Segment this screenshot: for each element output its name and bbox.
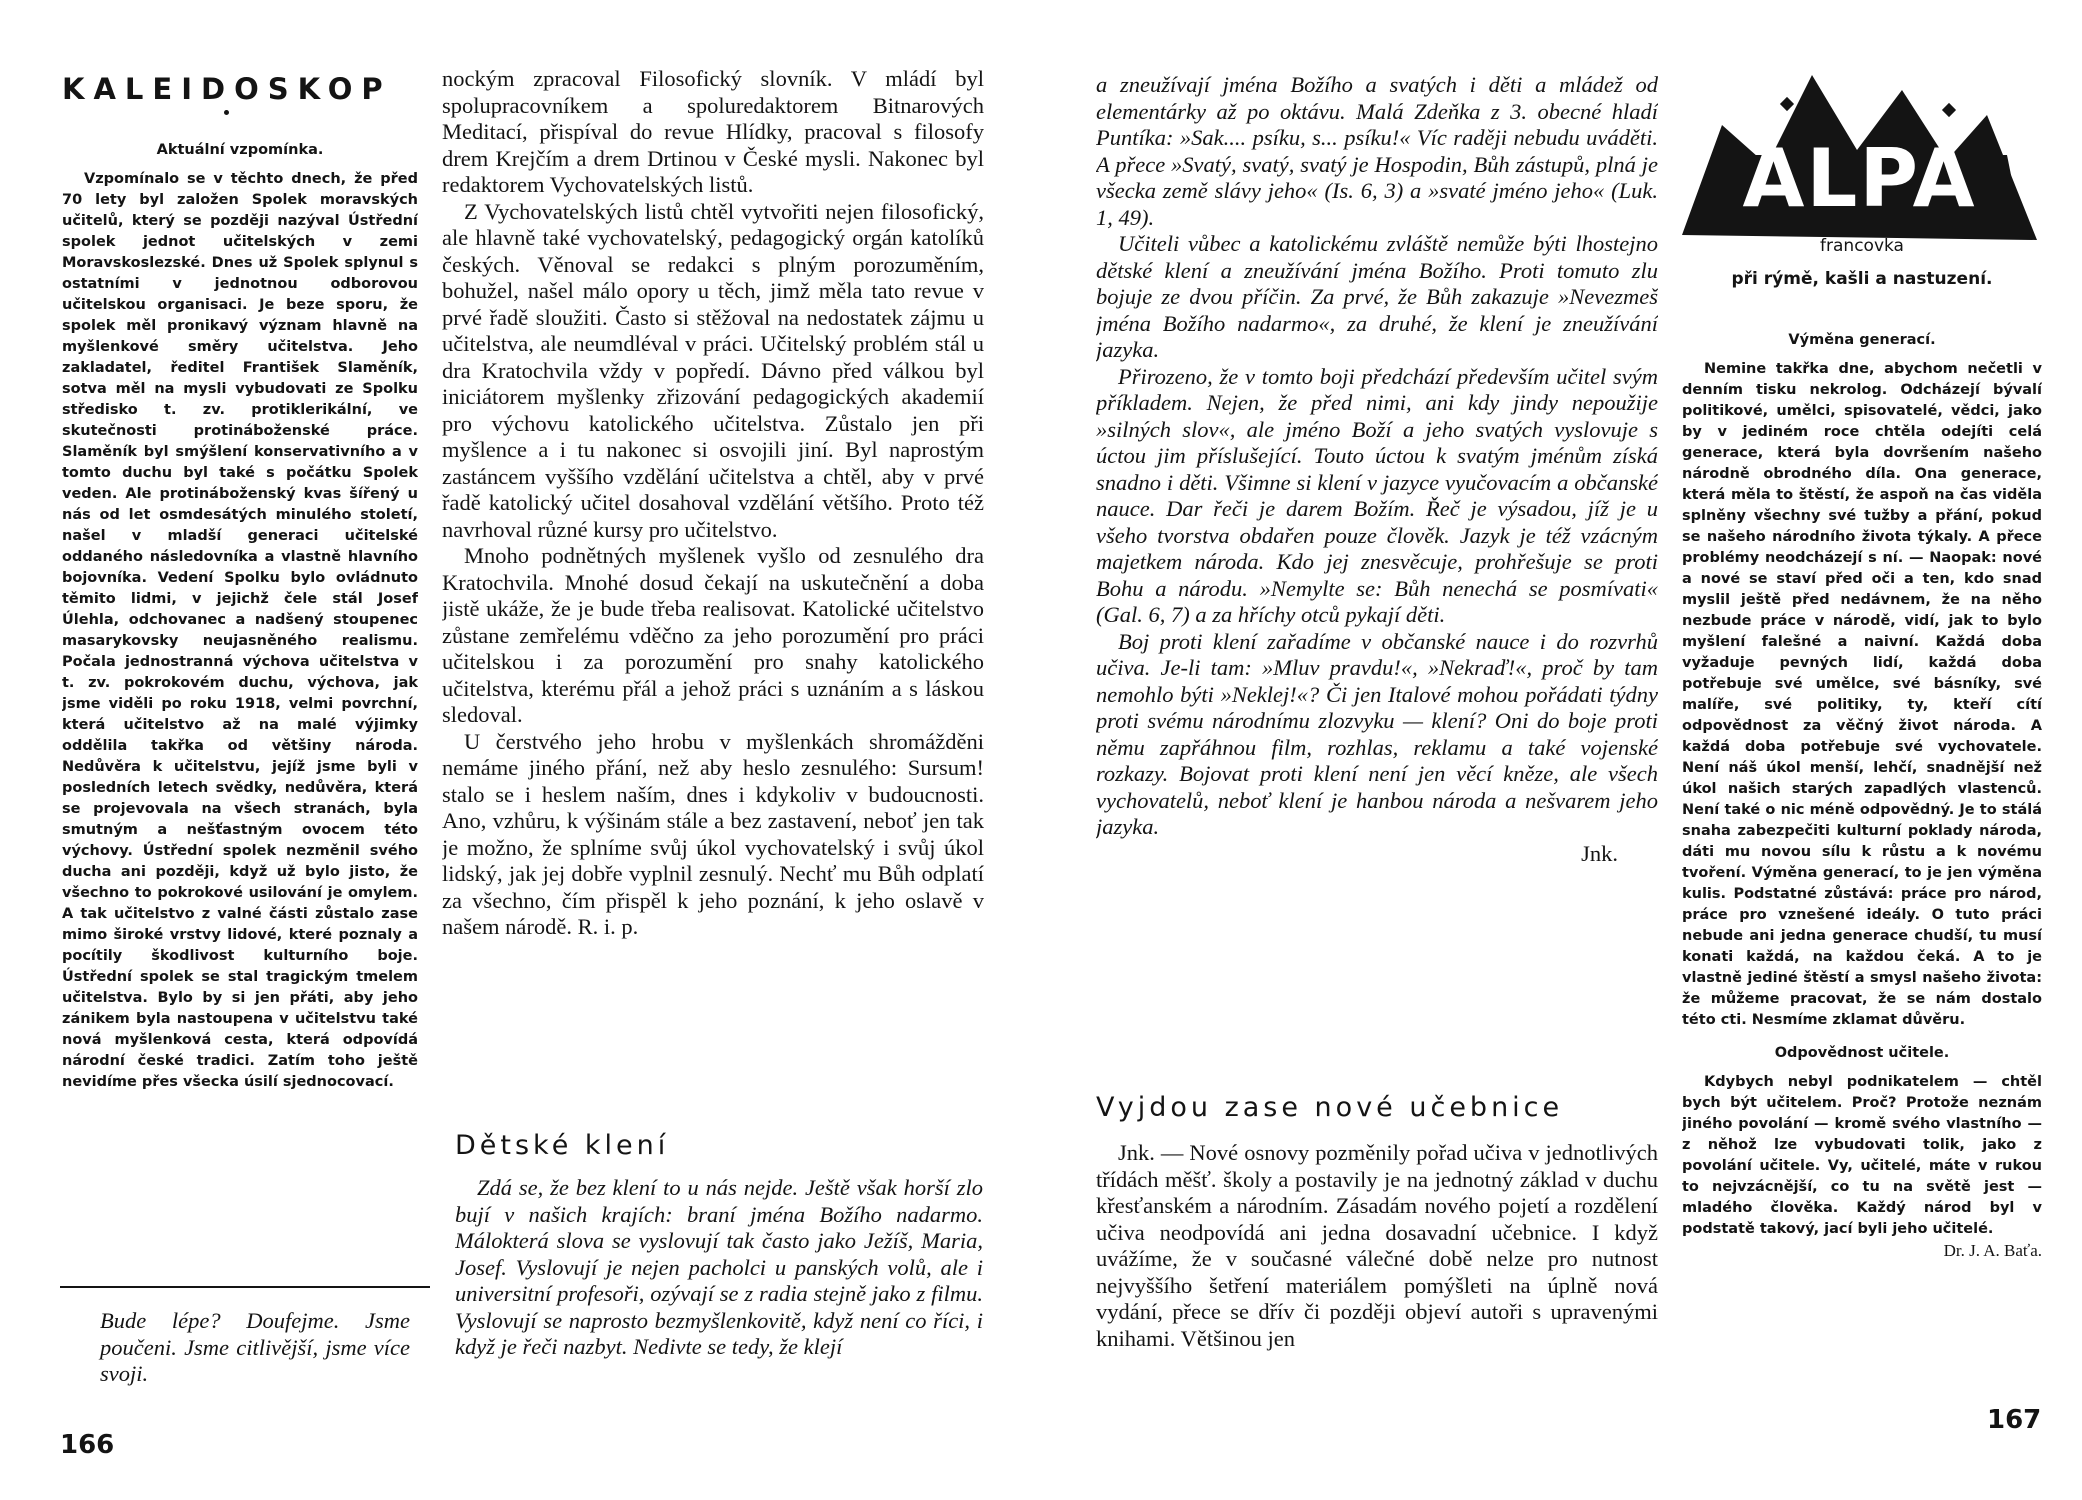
left-page — [0, 0, 1040, 1500]
subheading-odpovednost-ucitele: Odpovědnost učitele. — [1774, 1045, 1950, 1061]
signature-jnk: Jnk. — [1581, 840, 1618, 866]
paragraph: Zdá se, že bez klení to u nás nejde. Ještě však horší zlo bují v našich krajích: braní jména Božího nadarmo. Málokterá slova se vyslovují tak často jako Ježíš, Maria, Josef. Vyslovují je nejen pacholci u panských volů, ale i universitní profesoři, ozývají se z radia stejně jako z filmu. Vyslovují se naprosto bezmyšlenkovitě, když není co říci, i když je řeči nazbyt. Nedivte se tedy, že klejí — [455, 1175, 983, 1359]
column-kleni-continued — [1096, 72, 1658, 1077]
article-detske-kleni — [455, 1175, 983, 1415]
ornament-dot-icon — [224, 110, 229, 115]
paragraph: a zneužívají jména Božího a svatých i děti a mládež od elementárky až po oktávu. Malá Zdeňka z 3. obecné hladí Puntíka: »Sak.... psíku, s... psíku!« Víc raději nebudu uváděti. A přece »Svatý, svatý, svatý je Hospodin, Bůh zástupů, plná je všecka země slávy jeho« (Is. 6, 3) a »svaté jméno jeho« (Luk. 1, 49). — [1096, 72, 1658, 230]
heading-detske-kleni: Dětské klení — [455, 1130, 670, 1161]
divider-line — [60, 1286, 430, 1288]
signature-bata: Dr. J. A. Baťa. — [1943, 1241, 2042, 1260]
paragraph: Jnk. — Nové osnovy pozměnily pořad učiva v jednotlivých třídách měšť. školy a postavily je na jednotný základ v duchu křesťanském a národním. Zásadám nového pojetí a rozdělení učiva neodpovídá ani jedna dosavadní učebnice. I když uvážíme, že v současné válečné době nelze pro nutnost nejvyššího šetření materiálem pomýšleti na úplně nová vydání, přece se dřív či později objeví autoři s upravenými knihami. Většinou jen — [1096, 1140, 1658, 1351]
alpa-logo — [1682, 55, 2037, 260]
paragraph: Mnoho podnětných myšlenek vyšlo od zesnulého dra Kratochvila. Mnohé dosud čekají na uskutečnění a doba jistě ukáže, že je bude třeba realisovat. Katolické učitelstvo zůstane zemřelému vděčno za jeho porozumění pro práci učitelskou i za porozumění pro snahy katolického učitelstva, kterému přál a jehož práci s uznáním a s láskou sledoval. — [442, 543, 984, 727]
paragraph: Nemine takřka dne, abychom nečetli v denním tisku nekrolog. Odcházejí bývalí politikové, umělci, spisovatelé, vědci, jako by v jediném roce chtěla odejíti celá generace, která byla dovršením našeho národně obrodného díla. Ona generace, která měla to štěstí, že aspoň na čas viděla splněny všechny své tužby a přání, pokud se našeho národního života týkaly. A přece problémy neodcházejí s ní. — Naopak: nové a nové se staví před oči a ten, kdo snad myslil ještě před nedávnem, že na něho nezbude práce v národě, vidí, jak to bylo myšlení falešné a naivní. Každá doba vyžaduje pevných lidí, každá doba potřebuje své umělce, své básníky, své malíře, své politiky, ty, kteří cítí odpovědnost za věčný život národa. A každá doba potřebuje své vychovatele. Není náš úkol menší, lehčí, snadnější než úkol našich starých zapadlých vlastenců. Není také o nic méně odpovědný. Je to stálá snaha zabezpečiti kulturní poklady národa, dáti mu novou sílu k růstu a k novému tvoření. Výměna generací, to je jen výměna kulis. Podstatné zůstává: práce pro národ, práce pro vznešené ideály. O tuto práci nebude ani jedna generace chudší, tu musí konati každá, na každou čeká. A to je vlastně jediné štěstí a smysl našeho života: že můžeme pracovat, že se nám dostalo této cti. Nesmíme zklamat důvěru. — [1682, 361, 2042, 1028]
ad-product: francovka — [1820, 236, 1904, 256]
ad-tagline: při rýmě, kašli a nastuzení. — [1731, 269, 1993, 289]
page-number-left: 166 — [60, 1430, 115, 1460]
paragraph: Boj proti klení zařadíme v občanské nauce i do rozvrhů učiva. Je-li tam: »Mluv pravdu!«, »Nekraď!«, proč by tam nemohlo býti »Neklej!«? Či jen Italové mohou pořádati týdny proti svému národnímu zlozvyku — klení? Oni do boje proti němu zapřáhnou film, rozhlas, reklamu a také vojenské rozkazy. Bojovat proti klení není jen věcí kněze, ale všech vychovatelů, neboť klení je hanbou národa a nešvarem jeho jazyka. — [1096, 628, 1658, 839]
column-kratochvil — [442, 66, 984, 1056]
subheading-aktualni-vzpominka: Aktuální vzpomínka. — [156, 142, 324, 158]
paragraph: Kdybych nebyl podnikatelem — chtěl bych být učitelem. Proč? Protože neznám jiného povolání — kromě svého vlastního — z něhož lze vybudovati tolik, jako z povolání učitele. Vy, učitelé, máte v rukou to nejvzácnější, co tu na světě jest — mladého člověka. Každý národ byl v podstatě takový, jací byli jeho učitelé. — [1682, 1074, 2042, 1237]
ad-brand: ALPA — [1742, 132, 1977, 225]
heading-vyjdou-zase-nove-ucebnice: Vyjdou zase nové učebnice — [1096, 1092, 1564, 1123]
column-vymena-generaci — [1682, 330, 2042, 1380]
paragraph: U čerstvého jeho hrobu v myšlenkách shromážděni nemáme jiného přání, než aby heslo zesnulého: Sursum! stalo se i heslem naším, dnes i kdykoliv v budoucnosti. Ano, vzhůru, k výšinám stále a bez zastavení, neboť jen tak je možno, že splníme svůj úkol vychovatelský i svůj úkol lidský, jak jej dobře vyplnil zesnulý. Nechť mu Bůh odplatí za všechno, čím přispěl k jeho poznání, k jeho oslavě v našem národě. R. i. p. — [442, 728, 984, 939]
article-ucebnice — [1096, 1140, 1658, 1380]
masthead: KALEIDOSKOP — [62, 72, 392, 106]
closing-note: Bude lépe? Doufejme. Jsme poučeni. Jsme citlivější, jsme více svoji. — [100, 1308, 410, 1386]
paragraph: Učiteli vůbec a katolickému zvláště nemůže býti lhostejno dětské klení a zneužívání jména Božího. Proti tomuto zlu bojuje ze dvou příčin. Za prvé, že Bůh zakazuje »Nevezmeš jména Božího nadarmo«, za druhé, že klení je zneužívání jazyka. — [1096, 231, 1658, 362]
paragraph: Z Vychovatelských listů chtěl vytvořiti nejen filosofický, ale hlavně také vychovatelský, pedagogický orgán katolíků českých. Věnoval se redakci s plným porozuměním, bohužel, našel málo opory u těch, jimž měla tato revue v prvé řadě sloužiti. Často si stěžoval na nedostatek zájmu u učitelstva, ale neumdléval v práci. Učitelský problém stál u dra Kratochvila vždy v popředí. Dávno před válkou byl iniciátorem myšlenky zřizování pedagogických akademií pro výchovu katolického učitelstva. Zůstalo jen při myšlence a i tu nakonec si osvojili jiní. Byl naprostým zastáncem vyššího vzdělání učitelstva a chtěl, aby v prvé řadě katolický učitel dosahoval vzdělání většího. Proto též navrhoval různé kursy pro učitelstvo. — [442, 198, 984, 542]
subheading-vymena-generaci: Výměna generací. — [1788, 332, 1936, 348]
page-number-right: 167 — [1987, 1405, 2042, 1435]
article-body-vzpominka: Vzpomínalo se v těchto dnech, že před 70 lety byl založen Spolek moravských učitelů, který se později nazýval Ústřední spolek jednot učitelských v zemi Moravskoslezské. Dnes už Spolek splynul s ostatními v jednotnou odborovou učitelskou organisaci. Je beze sporu, že spolek měl pronikavý význam hlavně na myšlenkové směry učitelstva. Jeho zakladatel, ředitel František Slaměník, sotva měl na mysli vybudovati ze Spolku středisko t. zv. protiklerikální, ve skutečnosti protináboženské práce. Slaměník byl smýšlení konservativního a v tomto duchu byl také s počátku Spolek veden. Ale protináboženský kvas šířený u nás od let osmdesátých minulého století, našel v mladší generaci učitelské oddaného následovníka a vlastně hlavního bojovníka. Vedení Spolku bylo ovládnuto těmito lidmi, v jejichž čele stál Josef Úlehla, odchovanec a nadšený stoupenec masarykovsky neujasněného realismu. Počala jednostranná výchova učitelstva v t. zv. pokrokovém duchu, výchova, jak jsme viděli po roku 1918, velmi povrchní, která učitelstvo až na malé výjimky oddělila takřka od většiny národa. Nedůvěra k učitelstvu, jejíž jsme byli v posledních letech svědky, nedůvěra, která se projevovala na všech stranách, byla smutným a nešťastným ovocem této výchovy. Ústřední spolek nezměnil svého ducha ani později, když už bylo jisto, že všechno to pokrokové usilování je omylem. A tak učitelstvo z valné části zůstalo zase mimo široké vrstvy lidové, které poznaly a pocítily škodlivost kulturního boje. Ústřední spolek se stal tragickým tmelem učitelstva. Bylo by si jen přáti, aby jeho zánikem byla nastoupena v učitelstvu také nová myšlenková cesta, která odpovídá národní české tradici. Zatím toho ještě nevidíme přes všecka úsilí sjednocovací. — [62, 171, 418, 1090]
paragraph: Přirozeno, že v tomto boji předchází především učitel svým příkladem. Nejen, že před nimi, ani kdy jindy nepoužije »silných slov«, ale jméno Boží a jeho svatých vyslovuje s úctou jim příslušející. Touto úctou k svatým jménům získá snadno i děti. Všimne si klení v jazyce vyučovacím a občanské nauce. Dar řeči je darem Božím. Řeč je výsadou, jíž je u všeho tvorstva obdařen pouze člověk. Jazyk je též vzácným majetkem národa. Kdo jej znesvěcuje, prohřešuje se proti Bohu a národu. »Nemylte se: Bůh nenechá se posmívati« (Gal. 6, 7) a za hříchy otců pykají děti. — [1096, 363, 1658, 627]
column-kaleidoskop — [62, 140, 418, 1260]
paragraph: nockým zpracoval Filosofický slovník. V mládí byl spolupracovníkem a spoluredaktorem Bitnarových Meditací, přispíval do revue Hlídky, pracoval s filosofy drem Krejčím a drem Drtinou v České mysli. Nakonec byl redaktorem Vychovatelských listů. — [442, 66, 984, 197]
right-page — [1042, 0, 2082, 1500]
